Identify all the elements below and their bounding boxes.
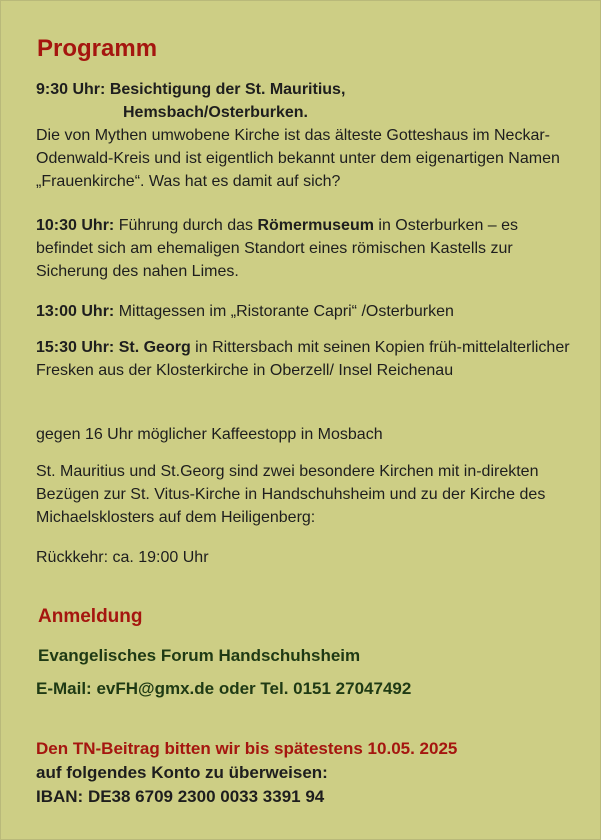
- item-time: 9:30 Uhr:: [36, 81, 106, 98]
- item-text-before: Führung durch das: [118, 217, 254, 234]
- churches-note: St. Mauritius und St.Georg sind zwei besondere Kirchen mit in-direkten Bezügen zur St. Vitus-Kirche in Handschuhsheim und zu der Kirche des Michaelsklosters auf dem Heiligenberg:: [36, 463, 546, 526]
- item-time: 13:00 Uhr:: [36, 303, 115, 320]
- coffee-stop: gegen 16 Uhr möglicher Kaffeestopp in Mosbach: [36, 426, 383, 443]
- item-mauritius: [36, 78, 576, 193]
- return-time: Rückkehr: ca. 19:00 Uhr: [36, 549, 209, 566]
- item-mittagessen: [36, 300, 576, 323]
- item-heading: Besichtigung der St. Mauritius,: [109, 81, 346, 98]
- item-heading-cont: Hemsbach/Osterburken.: [123, 104, 308, 121]
- item-st-georg: [36, 336, 576, 382]
- programm-heading: Programm: [37, 35, 158, 62]
- payment-info: [36, 737, 457, 809]
- organizer-name: Evangelisches Forum Handschuhsheim: [38, 646, 361, 665]
- contact-info: E-Mail: evFH@gmx.de oder Tel. 0151 27047492: [36, 679, 412, 698]
- anmeldung-heading: Anmeldung: [38, 606, 143, 627]
- item-time: 15:30 Uhr:: [36, 339, 115, 356]
- item-highlight: Römermuseum: [257, 217, 374, 234]
- item-description: Die von Mythen umwobene Kirche ist das älteste Gotteshaus im Neckar-Odenwald-Kreis und ist eigentlich bekannt unter dem eigenartigen Namen „Frauenkirche“. Was hat es damit auf sich?: [36, 127, 560, 190]
- payment-deadline: Den TN-Beitrag bitten wir bis spätestens 10.05. 2025: [36, 739, 458, 758]
- payment-instruction: auf folgendes Konto zu überweisen:: [36, 763, 328, 782]
- item-highlight: St. Georg: [118, 339, 191, 356]
- item-roemermuseum: [36, 214, 576, 283]
- item-text-after: in Osterburken – es befindet sich am ehemaligen Standort eines römischen Kastells zur Sicherung des nahen Limes.: [36, 217, 519, 280]
- item-description: Mittagessen im „Ristorante Capri“ /Osterburken: [118, 303, 454, 320]
- item-text-after: in Rittersbach mit seinen Kopien früh-mittelalterlicher Fresken aus der Klosterkirche in Oberzell/ Insel Reichenau: [36, 339, 570, 379]
- item-time: 10:30 Uhr:: [36, 217, 115, 234]
- iban: IBAN: DE38 6709 2300 0033 3391 94: [36, 787, 325, 806]
